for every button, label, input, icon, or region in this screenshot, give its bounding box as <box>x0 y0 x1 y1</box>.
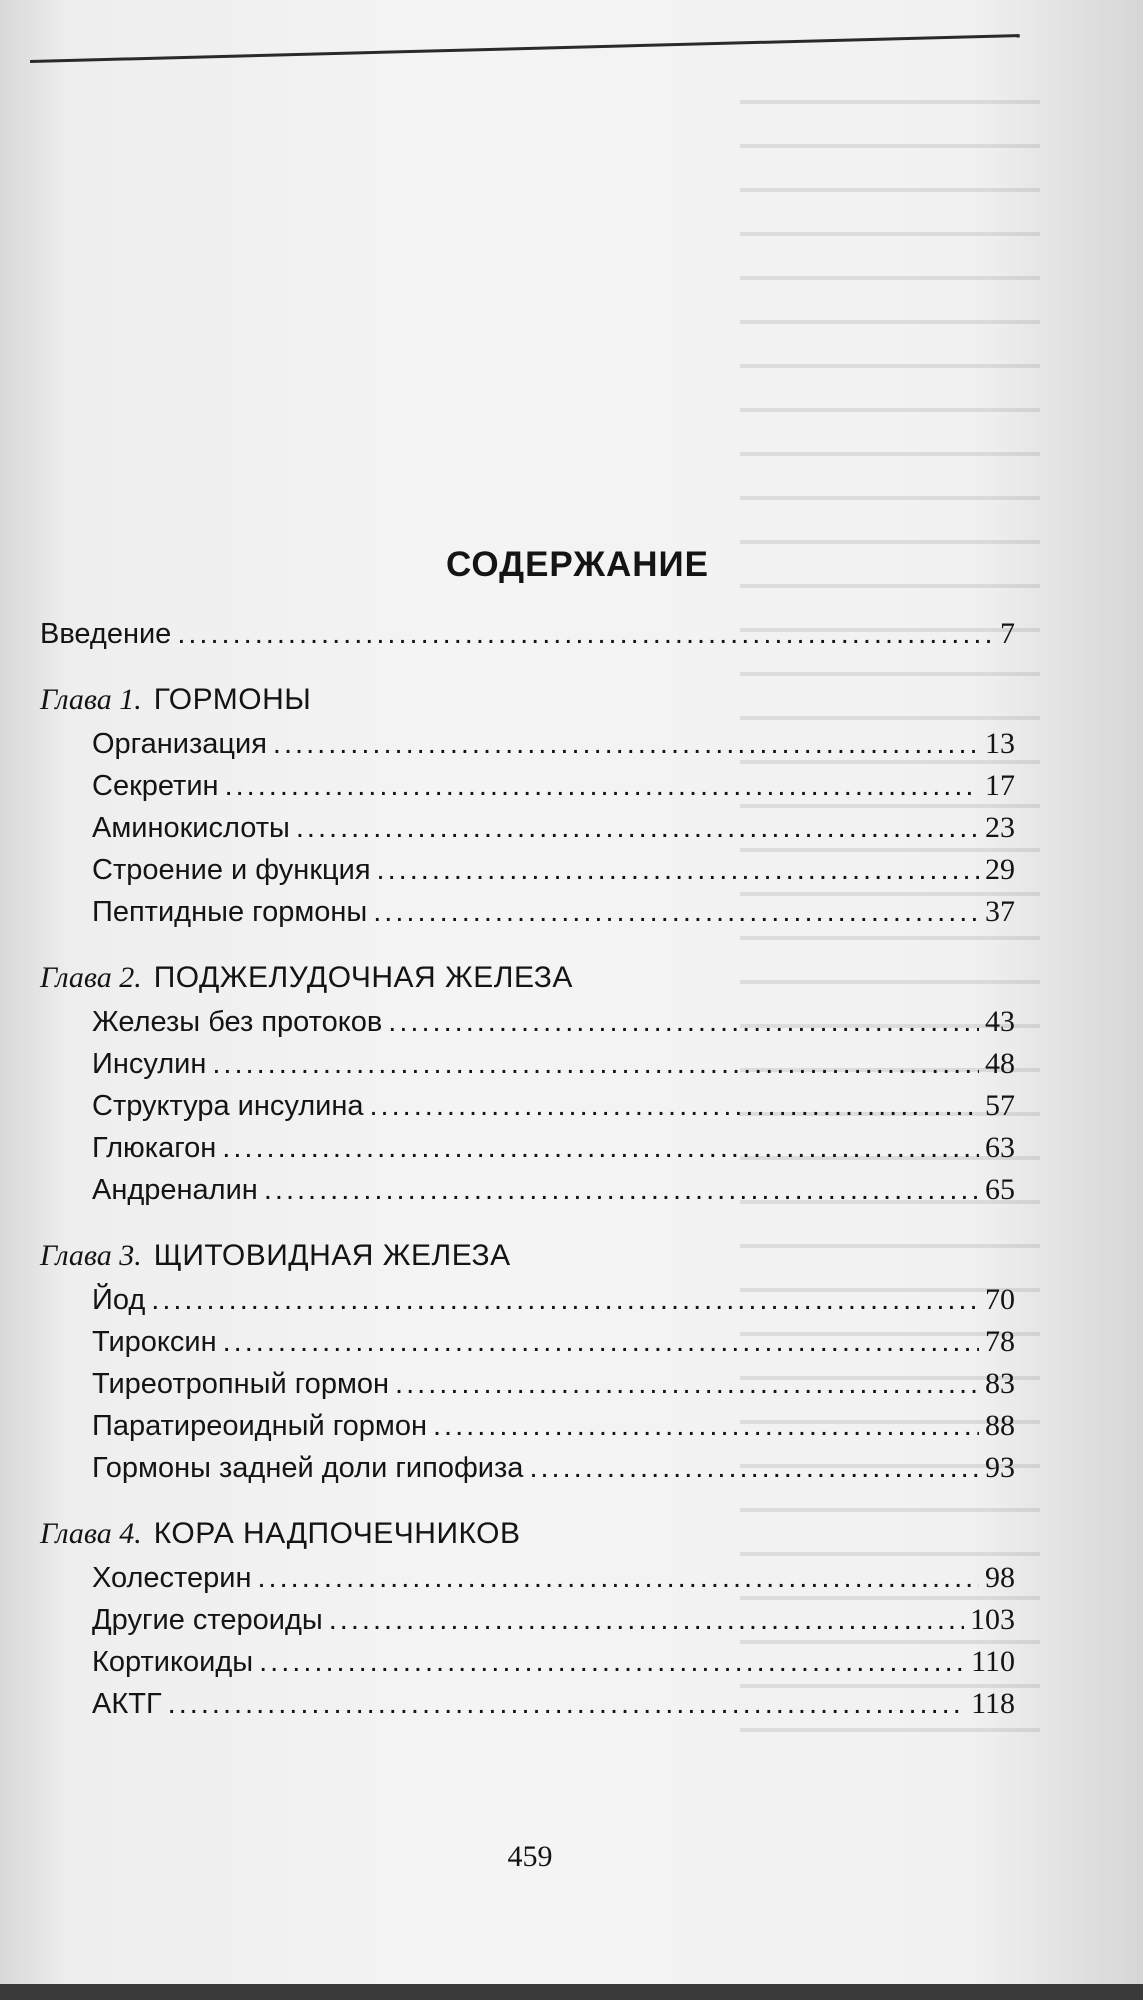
dot-leader <box>433 1410 979 1443</box>
entry-label: Строение и функция <box>92 854 371 886</box>
chapter-title: ПОДЖЕЛУДОЧНАЯ ЖЕЛЕЗА <box>153 961 573 994</box>
entry-label: Андреналин <box>92 1174 258 1206</box>
entry-page: 88 <box>985 1409 1015 1442</box>
dot-leader <box>258 1562 980 1595</box>
entry-page: 70 <box>985 1283 1015 1316</box>
page-number: 459 <box>507 1840 553 1873</box>
entry-label: Тиреотропный гормон <box>92 1368 390 1400</box>
header-rule <box>30 34 1020 63</box>
dot-leader <box>369 1090 979 1123</box>
toc-entry <box>40 1451 1015 1493</box>
entry-label: Железы без протоков <box>92 1006 383 1038</box>
toc-entry <box>40 1409 1015 1451</box>
entry-page: 103 <box>970 1603 1015 1636</box>
entry-label: Организация <box>92 728 267 760</box>
dot-leader <box>151 1284 979 1317</box>
toc-entry <box>40 1283 1015 1325</box>
entry-page: 23 <box>985 811 1015 844</box>
toc-entry <box>40 1687 1015 1729</box>
dot-leader <box>223 1326 979 1359</box>
chapter-title: КОРА НАДПОЧЕЧНИКОВ <box>153 1517 521 1550</box>
dot-leader <box>329 1604 964 1637</box>
dot-leader <box>529 1452 979 1485</box>
entry-page: 110 <box>971 1645 1015 1678</box>
toc-entry-intro <box>40 617 1015 659</box>
toc-title: СОДЕРЖАНИЕ <box>445 545 709 584</box>
toc-entry <box>40 727 1015 769</box>
entry-page: 83 <box>985 1367 1015 1400</box>
toc-entry <box>40 1131 1015 1173</box>
entry-page: 17 <box>985 769 1015 802</box>
dot-leader <box>373 896 979 929</box>
dot-leader <box>296 812 979 845</box>
dot-leader <box>377 854 979 887</box>
entry-label: Йод <box>92 1284 146 1316</box>
entry-page: 37 <box>985 895 1015 928</box>
entry-page: 118 <box>971 1687 1015 1720</box>
toc-entry <box>40 1645 1015 1687</box>
dot-leader <box>168 1688 965 1721</box>
page-edge-shadow <box>0 1984 1143 2000</box>
entry-page: 57 <box>985 1089 1015 1122</box>
entry-page: 63 <box>985 1131 1015 1164</box>
entry-label: Другие стероиды <box>92 1604 323 1636</box>
entry-label: Гормоны задней доли гипофиза <box>92 1452 524 1484</box>
dot-leader <box>259 1646 965 1679</box>
entry-label: Паратиреоидный гормон <box>92 1410 427 1442</box>
chapter-prefix: Глава 4. <box>40 1517 142 1550</box>
entry-page: 7 <box>1000 617 1015 650</box>
entry-label: Холестерин <box>92 1562 252 1594</box>
toc-entry <box>40 769 1015 811</box>
entry-label: Кортикоиды <box>92 1646 254 1678</box>
toc-entry <box>40 1173 1015 1215</box>
toc-entry <box>40 853 1015 895</box>
entry-page: 93 <box>985 1451 1015 1484</box>
toc-entry <box>40 1047 1015 1089</box>
entry-page: 65 <box>985 1173 1015 1206</box>
entry-page: 78 <box>985 1325 1015 1358</box>
dot-leader <box>264 1174 979 1207</box>
chapter-heading <box>40 961 1015 1005</box>
dot-leader <box>222 1132 979 1165</box>
entry-label: Инсулин <box>92 1048 207 1080</box>
dot-leader <box>395 1368 979 1401</box>
dot-leader <box>273 728 979 761</box>
entry-label: Структура инсулина <box>92 1090 364 1122</box>
table-of-contents <box>40 545 1015 1729</box>
toc-entry <box>40 1367 1015 1409</box>
chapter-prefix: Глава 2. <box>40 961 142 994</box>
dot-leader <box>225 770 979 803</box>
toc-entry <box>40 1603 1015 1645</box>
toc-entry <box>40 895 1015 937</box>
entry-label: Аминокислоты <box>92 812 290 844</box>
entry-label: Глюкагон <box>92 1132 217 1164</box>
entry-label: Секретин <box>92 770 219 802</box>
dot-leader <box>212 1048 979 1081</box>
chapter-heading <box>40 683 1015 727</box>
chapter-prefix: Глава 1. <box>40 683 142 716</box>
chapter-heading <box>40 1239 1015 1283</box>
entry-label: АКТГ <box>92 1688 162 1720</box>
toc-entry <box>40 1089 1015 1131</box>
entry-label: Введение <box>40 618 172 650</box>
chapter-title: ГОРМОНЫ <box>153 683 312 716</box>
entry-page: 98 <box>985 1561 1015 1594</box>
entry-label: Тироксин <box>92 1326 217 1358</box>
toc-entry <box>40 811 1015 853</box>
toc-entry <box>40 1561 1015 1603</box>
toc-entry <box>40 1005 1015 1047</box>
entry-page: 43 <box>985 1005 1015 1038</box>
entry-label: Пептидные гормоны <box>92 896 368 928</box>
entry-page: 13 <box>985 727 1015 760</box>
toc-entry <box>40 1325 1015 1367</box>
entry-page: 48 <box>985 1047 1015 1080</box>
dot-leader <box>177 618 994 651</box>
entry-page: 29 <box>985 853 1015 886</box>
chapter-heading <box>40 1517 1015 1561</box>
chapter-title: ЩИТОВИДНАЯ ЖЕЛЕЗА <box>153 1239 511 1272</box>
dot-leader <box>388 1006 979 1039</box>
chapter-prefix: Глава 3. <box>40 1239 142 1272</box>
